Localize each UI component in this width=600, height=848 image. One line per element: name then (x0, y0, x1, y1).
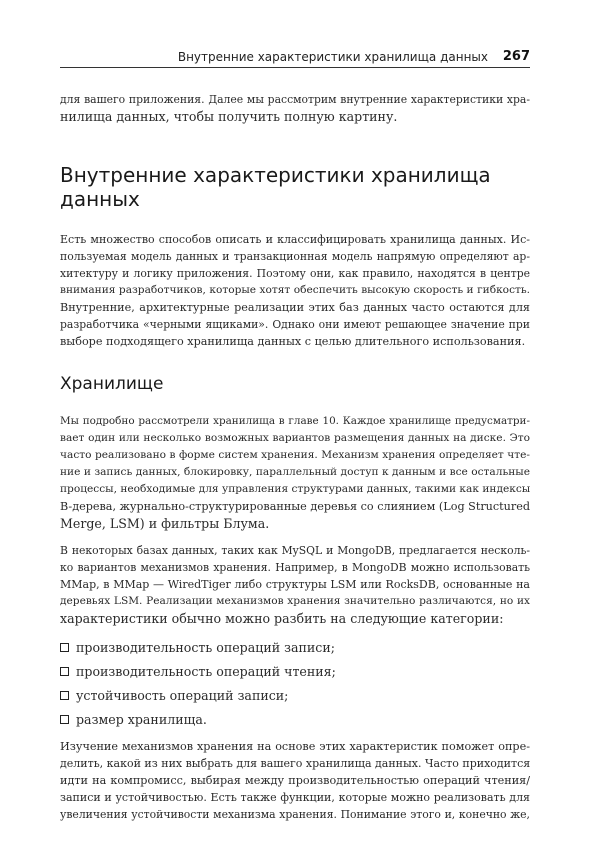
section-heading: Внутренние характеристики хранилища данных (60, 163, 491, 211)
page-body (60, 91, 530, 823)
text-line: Есть множество способов описать и классифицировать хранилища данных. Ис- (60, 233, 530, 246)
text-line: выборе подходящего хранилища данных с целью длительного использования. (60, 335, 526, 348)
text-line: записи и устойчивостью. Есть также функции, которые можно реализовать для (60, 791, 530, 804)
list-item (60, 663, 530, 680)
text-line: часто реализовано в форме систем хранения. Механизм хранения определяет чте- (60, 449, 530, 461)
intro-paragraph (60, 91, 530, 125)
storage-paragraph-1 (60, 413, 530, 532)
text-line: деревьях LSM. Реализации механизмов хранения значительно различаются, но их (60, 595, 530, 607)
text-line: процессы, необходимые для управления структурами данных, такими как индексы (60, 483, 531, 495)
text-line: нилища данных, чтобы получить полную картину. (60, 109, 398, 124)
list-item (60, 639, 530, 656)
text-line: ние и запись данных, блокировку, параллельный доступ к данным и все остальные (60, 466, 530, 478)
checkbox-bullet-icon (60, 691, 69, 700)
list-item (60, 711, 530, 728)
text-line: вает один или несколько возможных вариантов размещения данных на диске. Это (60, 432, 530, 444)
text-line: ко вариантов механизмов хранения. Например, в MongoDB можно использовать (60, 561, 530, 574)
storage-paragraph-3 (60, 738, 530, 823)
text-line: Мы подробно рассмотрели хранилища в главе 10. Каждое хранилище предусматри- (60, 415, 530, 427)
running-header (60, 48, 530, 68)
category-list (60, 639, 530, 728)
text-line: хитектуру и логику приложения. Поэтому они, как правило, находятся в центре (60, 267, 530, 280)
text-line: делить, какой из них выбрать для вашего хранилища данных. Часто приходится (60, 757, 531, 770)
subsection-heading: Хранилище (60, 374, 164, 394)
storage-paragraph-2 (60, 542, 530, 627)
text-line: Внутренние, архитектурные реализации этих баз данных часто остаются для (60, 301, 530, 314)
checkbox-bullet-icon (60, 715, 69, 724)
checkbox-bullet-icon (60, 667, 69, 676)
text-line: В некоторых базах данных, таких как MySQL и MongoDB, предлагается несколь- (60, 544, 530, 557)
list-item-text: производительность операций записи; (76, 640, 335, 655)
list-item-text: производительность операций чтения; (76, 664, 336, 679)
list-item (60, 687, 530, 704)
text-line: внимания разработчиков, которые хотят обеспечить высокую скорость и гибкость. (60, 284, 530, 296)
text-line: идти на компромисс, выбирая между производительностью операций чтения/ (60, 774, 530, 787)
text-line: Merge, LSM) и фильтры Блума. (60, 516, 270, 531)
text-line: характеристики обычно можно разбить на следующие категории: (60, 611, 504, 626)
running-title: Внутренние характеристики хранилища данных (177, 50, 488, 64)
list-item-text: размер хранилища. (76, 712, 207, 727)
checkbox-bullet-icon (60, 643, 69, 652)
text-line: B-дерева, журнально-структурированные деревья со слиянием (Log Structured (60, 500, 530, 513)
text-line: Изучение механизмов хранения на основе этих характеристик поможет опре- (60, 740, 530, 753)
list-item-text: устойчивость операций записи; (76, 688, 289, 703)
text-line: MMap, в MMap — WiredTiger либо структуры LSM или RocksDB, основанные на (60, 578, 530, 591)
text-line: увеличения устойчивости механизма хранения. Понимание этого и, конечно же, (60, 808, 530, 821)
text-line: разработчика «черными ящиками». Однако они имеют решающее значение при (60, 318, 530, 331)
section-paragraph (60, 231, 530, 350)
text-line: для вашего приложения. Далее мы рассмотрим внутренние характеристики хра- (60, 93, 530, 106)
page-number: 267 (502, 49, 530, 64)
text-line: пользуемая модель данных и транзакционная модель напрямую определяют ар- (60, 250, 530, 263)
